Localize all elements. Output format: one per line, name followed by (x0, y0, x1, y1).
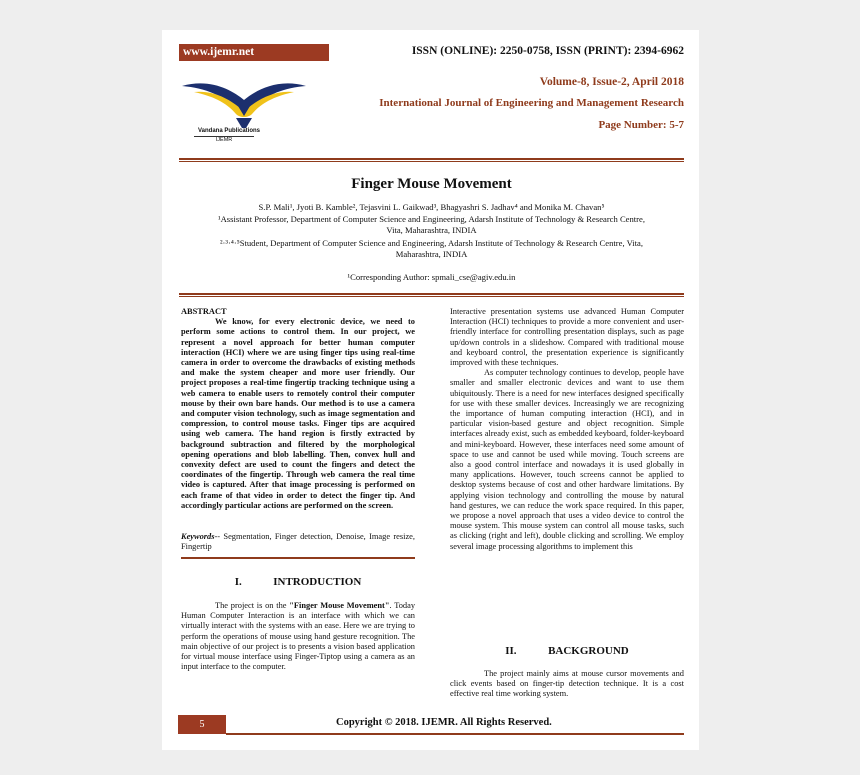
section1-rule (181, 557, 415, 559)
keywords-block (181, 532, 415, 552)
volume-line: Volume-8, Issue-2, April 2018 (539, 76, 684, 88)
abstract-section (181, 307, 415, 511)
affiliation-1b: Vita, Maharashtra, INDIA (386, 225, 477, 235)
copyright-line: Copyright © 2018. IJEMR. All Rights Reserved. (336, 717, 552, 728)
affiliation-2a: ²·³·⁴·⁵Student, Department of Computer Science and Engineering, Adarsh Institute of Technology & Research Centre, Vita, (219, 238, 644, 248)
intro-paragraph (181, 601, 415, 672)
header-rule (179, 158, 684, 160)
right-para-1: Interactive presentation systems use advanced Human Computer Interaction (HCI) techniques to provide a more convenient and user-friendly interface for controlling presentation displays, such as page up/down controls in a slideshow. Compared with traditional mouse and keyboard control, the presentation experience is significantly improved with these techniques. (450, 307, 684, 368)
header-rule-thin (179, 161, 684, 162)
keywords-label: Keywords (181, 532, 215, 541)
background-paragraph (450, 669, 684, 700)
journal-name: International Journal of Engineering and Management Research (379, 97, 684, 109)
corresponding-author: ¹Corresponding Author: spmali_cse@agiv.edu.in (347, 272, 516, 282)
right-column-text (450, 307, 684, 552)
right-para-2: As computer technology continues to develop, people have smaller and smaller electronic devices and want to use them ubiquitously. There is a need for new interfaces designed specifically for use with these smaller devices. Increasingly we are recognizing the importance of human computing interaction (HCI), and in particular vision-based gesture and object recognition. Simple interfaces already exist, such as embedded keyboard, folder-keyboard and mini-keyboard. However, these interfaces need some amount of space to use and cannot be used while moving. Touch screens are also a good control interface and nowadays it is used globally in many applications. However, touch screens cannot be applied to desktop systems because of cost and other hardware limitations. By applying vision technology and controlling the mouse by natural hand gestures, we can reduce the work space required. In this paper, we propose a novel approach that uses a video device to control the mouse system. This mouse system can control all mouse tasks, such as clicking (right and left), double clicking and scrolling. We employ several image processing algorithms to implement this (450, 368, 684, 551)
issn-line: ISSN (ONLINE): 2250-0758, ISSN (PRINT): 2394-6962 (411, 45, 684, 57)
intro-pre: The project is on the (215, 601, 290, 610)
journal-logo (180, 70, 308, 150)
affiliation-2b: Maharashtra, INDIA (395, 249, 468, 259)
title-rule-thin (179, 296, 684, 297)
page-number: Page Number: 5-7 (598, 119, 684, 131)
intro-post: . Today Human Computer Interaction is an interface with which we can virtually interact with the systems with an ease. Here we are trying to perform the operations of mouse using hand gesture recognition. The main objective of our project is to presents a vision based application for virtual mouse interface using Finger-Tiptop using a camera as an input interface to the computer. (181, 601, 416, 672)
section2-heading (450, 645, 684, 657)
section2-number: II. (505, 645, 517, 657)
paper-title: Finger Mouse Movement (351, 176, 512, 192)
title-rule (179, 293, 684, 295)
keywords-text: -- Segmentation, Finger detection, Denoise, Image resize, Fingertip (181, 532, 415, 552)
abstract-heading: ABSTRACT (181, 307, 227, 316)
background-text: The project mainly aims at mouse cursor movements and click events based on finger-tip detection technique. It is a cost effective real time working system. (450, 669, 684, 699)
logo-ijemr-text: IJEMR (194, 136, 254, 143)
website-banner: www.ijemr.net (179, 44, 329, 61)
section1-heading (181, 576, 415, 588)
section1-number: I. (234, 576, 242, 588)
intro-bold: "Finger Mouse Movement" (289, 601, 390, 610)
footer-rule (226, 733, 684, 735)
section1-title: INTRODUCTION (273, 576, 362, 588)
authors-line: S.P. Mali¹, Jyoti B. Kamble², Tejasvini L. Gaikwad³, Bhagyashri S. Jadhav⁴ and Monika M. Chavan⁵ (258, 202, 605, 212)
affiliation-1a: ¹Assistant Professor, Department of Computer Science and Engineering, Adarsh Institute of Technology & Research Centre, (218, 214, 645, 224)
logo-publisher-text: Vandana Publications (198, 128, 261, 134)
abstract-text: We know, for every electronic device, we need to perform some actions to control them. In our project, we represent a novel approach for better human computer interaction (HCI) where we are using finger tips using real-time camera in order to overcome the drawbacks of existing methods and make the system cheaper and more user friendly. Our project proposes a real-time fingertip tracking technique using a web camera to enable users to remotely control their computer mouse by their own bare hands. Our method is to use a camera and computer vision technology, such as image segmentation and compression, to control mouse tasks. Finger tips are acquired using web camera. The hand region is firstly extracted by background subtraction and filtered by the morphological opening operations and blob labelling. Then, convex hull and convexity defect are used to count the fingers and detect the coordinates of the fingertip. Through web camera the real time video is captured. After that image processing is performed on each frame of that video in order to detect the finger tip. And accordingly particular actions are performed on the screen. (181, 317, 415, 510)
page-number-badge: 5 (178, 715, 226, 734)
section2-title: BACKGROUND (548, 645, 629, 657)
